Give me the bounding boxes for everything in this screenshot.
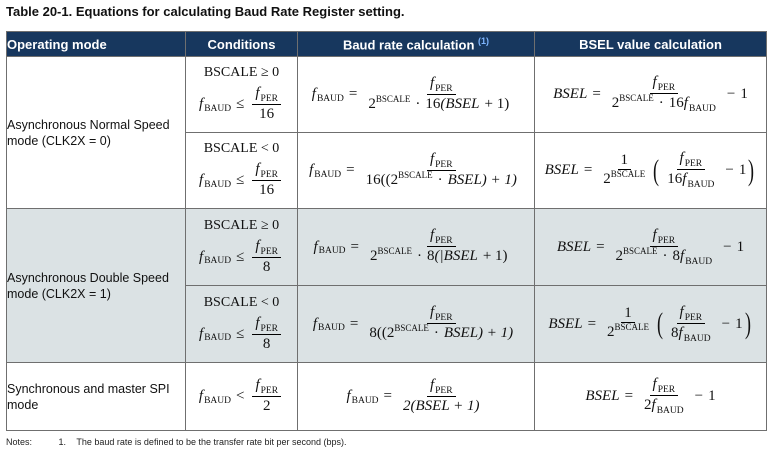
condition-label: BSCALE < 0	[203, 141, 280, 156]
baud-formula: f BAUD = $\frac{f_{PER}}{16((2^{BSCALE} \cdot BSEL) + 1)}$	[298, 133, 535, 209]
bsel-formula: BSEL = $\frac{f_{PER}}{2f_{BAUD}}$ − 1	[535, 363, 767, 431]
mode-async-double: Asynchronous Double Speed mode (CLK2X = 1)	[7, 209, 186, 363]
baud-formula: f BAUD = $\frac{f_{PER}}{2^{BSCALE} \cdot 8(|BSEL + 1)}$	[298, 209, 535, 286]
condition-formula: f BAUD ≤ $\frac{f_{PER}}{8}$	[199, 315, 284, 354]
header-bsel: BSEL value calculation	[535, 32, 767, 57]
mode-sync-spi: Synchronous and master SPI mode	[7, 363, 186, 431]
condition-cell	[186, 57, 298, 133]
condition-cell	[186, 133, 298, 209]
header-baud-rate: Baud rate calculation $^{(1)}$	[298, 32, 535, 57]
condition-formula: f BAUD < $\frac{f_{PER}}{2}$	[199, 377, 284, 416]
note-text: The baud rate is defined to be the transfer rate bit per second (bps).	[76, 437, 347, 447]
condition-label: BSCALE ≥ 0	[203, 65, 280, 80]
header-operating-mode: Operating mode	[7, 32, 186, 57]
bsel-formula: BSEL = $\frac{f_{PER}}{2^{BSCALE} \cdot 16f_{BAUD}}$ − 1	[535, 57, 767, 133]
footnote-ref[interactable]: (1)	[478, 35, 490, 46]
notes-label: Notes:	[6, 437, 33, 447]
table-row	[7, 363, 767, 431]
table-caption: Table 20-1. Equations for calculating Baud Rate Register setting.	[6, 4, 405, 19]
condition-cell	[186, 209, 298, 286]
table-row	[7, 209, 767, 286]
condition-label: BSCALE ≥ 0	[203, 217, 280, 233]
mode-async-normal: Asynchronous Normal Speed mode (CLK2X = 0)	[7, 57, 186, 209]
header-row	[7, 32, 767, 57]
table-row	[7, 57, 767, 133]
note-number: 1.	[58, 437, 67, 447]
baud-formula: f BAUD = $\frac{f_{PER}}{\text{2(BSEL + 1)}}$	[298, 363, 535, 431]
bsel-formula: BSEL = $\frac{1}{2^{BSCALE}}$ ( $\frac{f_{PER}}{8f_{BAUD}}$ − 1 )	[535, 286, 767, 363]
baud-rate-table	[6, 31, 767, 431]
condition-cell	[186, 363, 298, 431]
condition-formula: f BAUD ≤ $\frac{f_{PER}}{16}$	[199, 85, 284, 124]
bsel-formula: BSEL = $\frac{f_{PER}}{2^{BSCALE} \cdot 8f_{BAUD}}$ − 1	[535, 209, 767, 286]
header-conditions: Conditions	[186, 32, 298, 57]
notes	[6, 437, 347, 447]
baud-formula: f BAUD = $\frac{f_{PER}}{8((2^{BSCALE} \cdot BSEL) + 1)}$	[298, 286, 535, 363]
condition-label: BSCALE < 0	[203, 294, 280, 310]
condition-formula: f BAUD ≤ $\frac{f_{PER}}{8}$	[199, 238, 284, 277]
condition-cell	[186, 286, 298, 363]
bsel-formula: BSEL = $\frac{1}{2^{BSCALE}}$ ( $\frac{f_{PER}}{16f_{BAUD}}$ − 1 )	[535, 133, 767, 209]
condition-formula: f BAUD ≤ $\frac{f_{PER}}{16}$	[199, 161, 284, 200]
baud-formula: f BAUD = $\frac{f_{PER}}{2^{BSCALE} \cdot 16(BSEL + 1)}$	[298, 57, 535, 133]
